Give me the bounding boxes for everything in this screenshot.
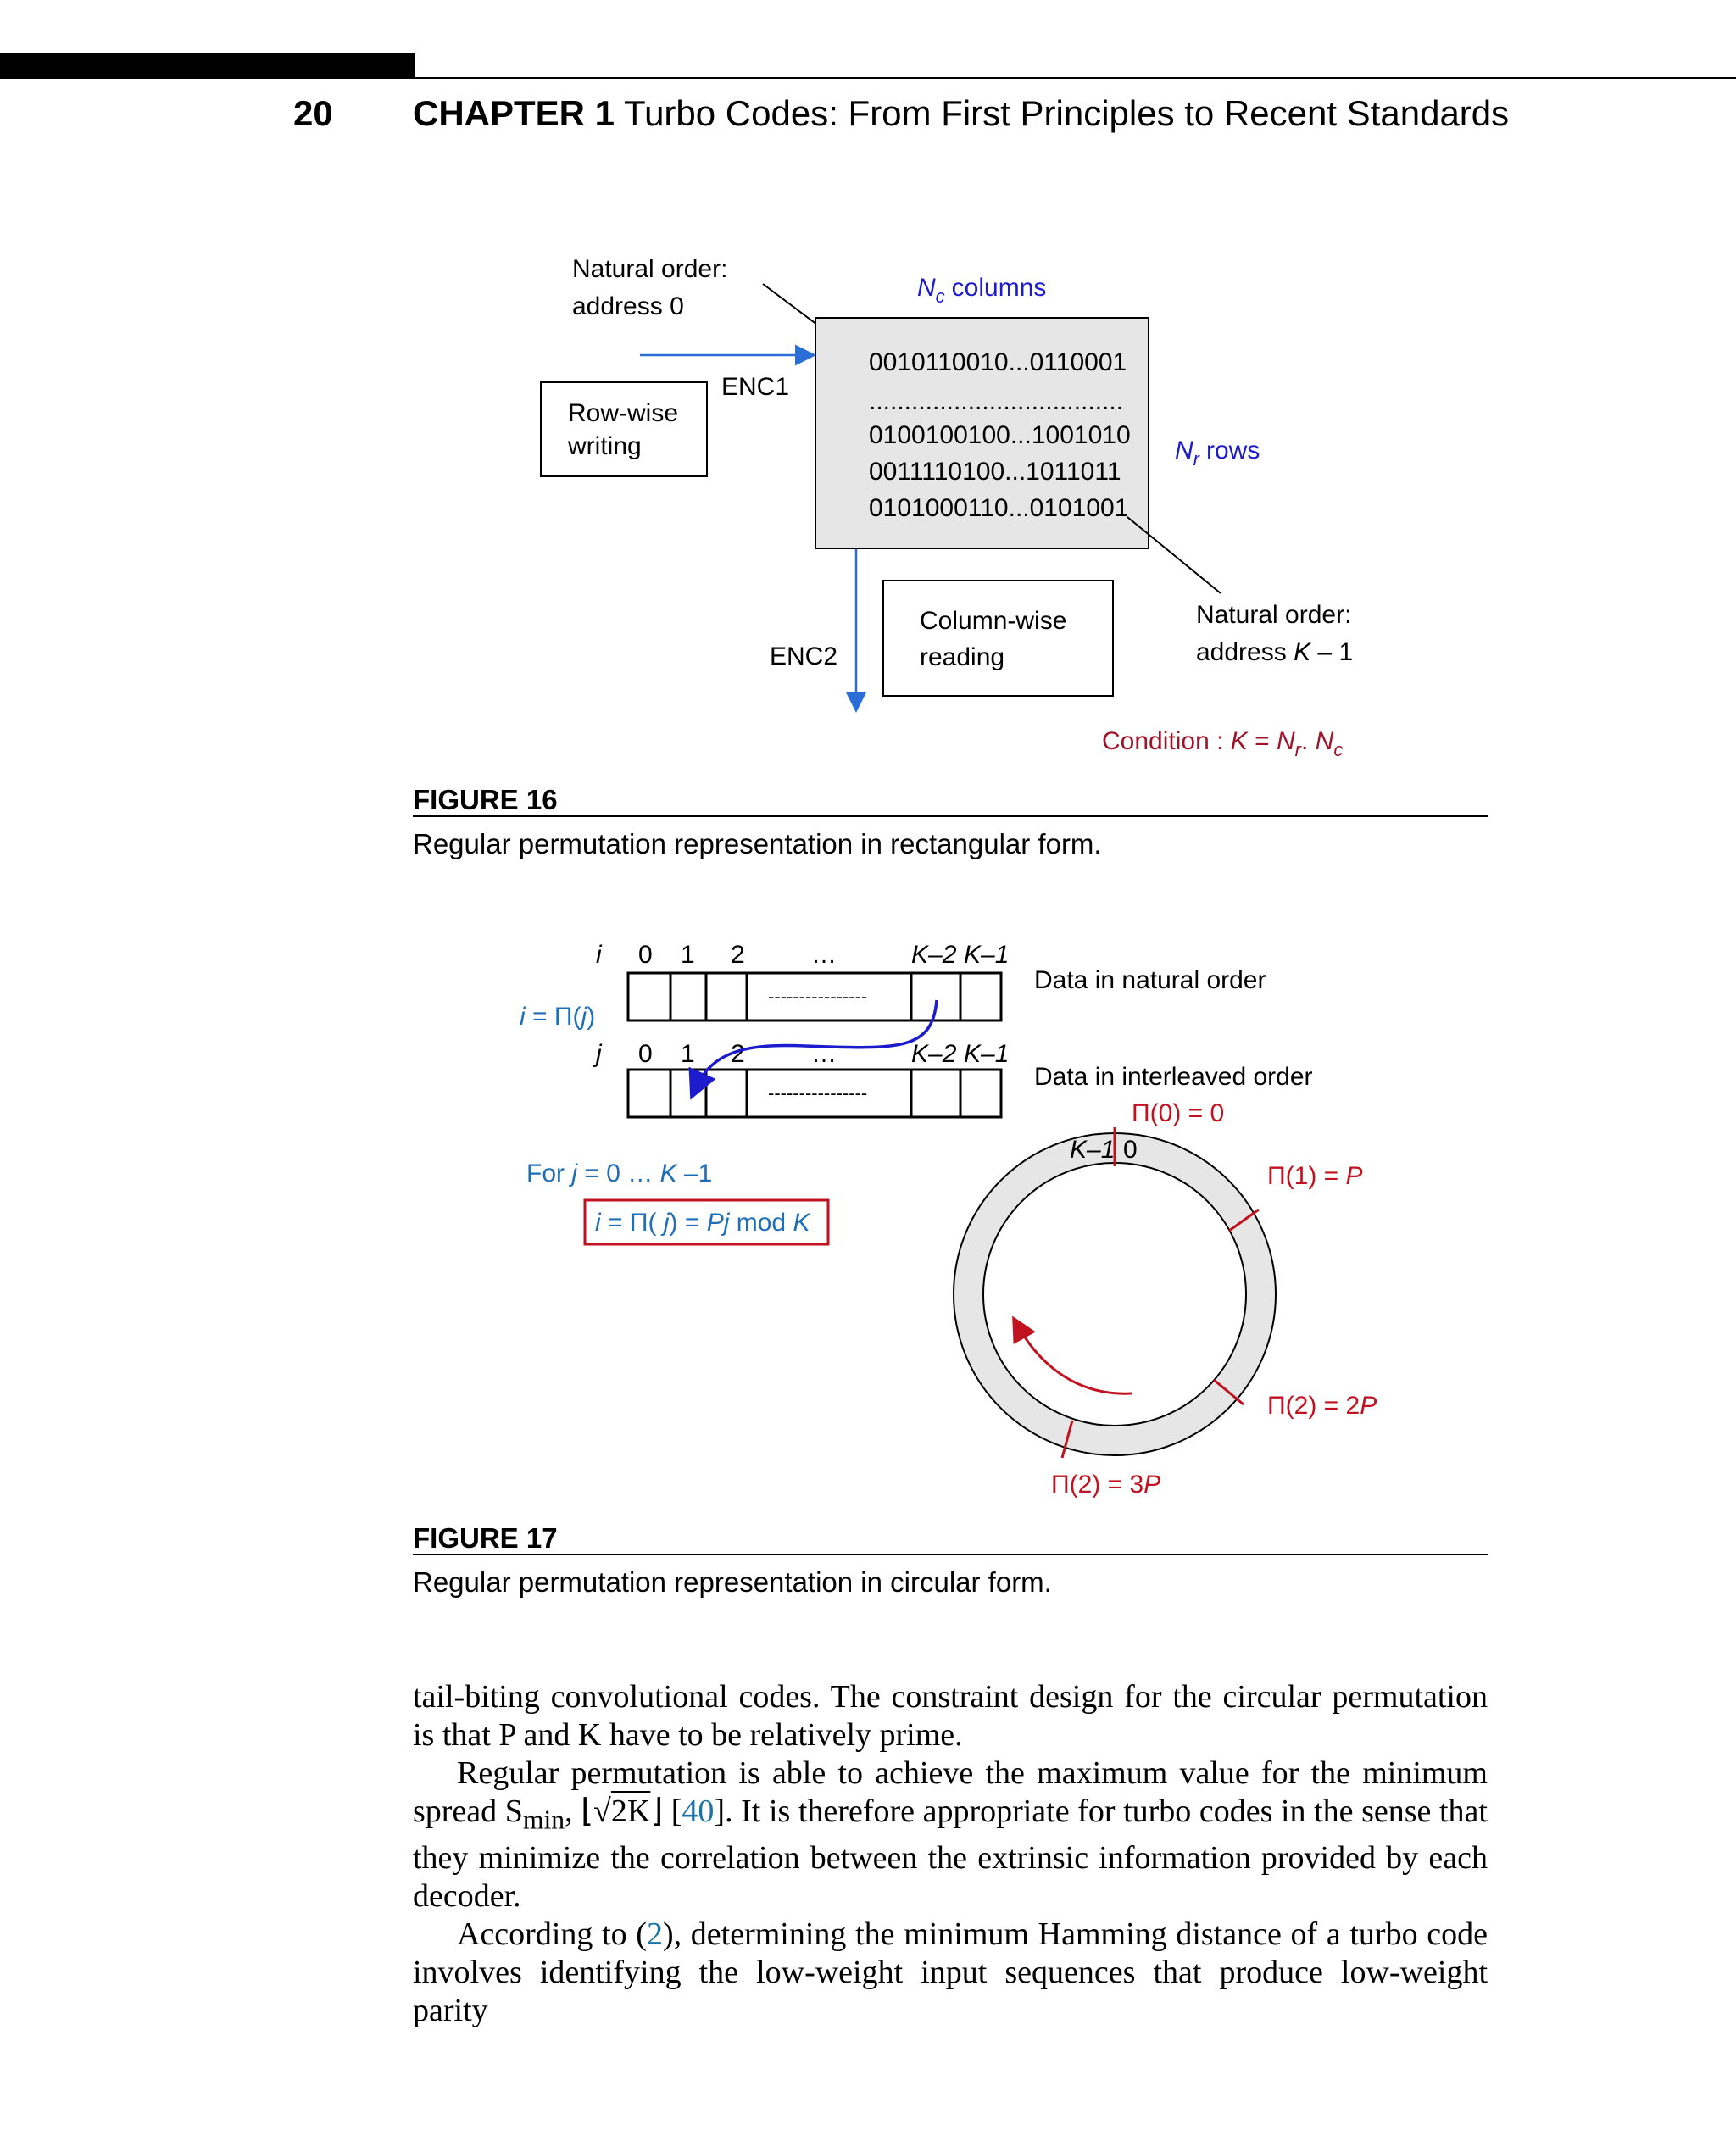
figure17-caption: Regular permutation representation in circular form. [413, 1566, 1052, 1598]
matrix-row-5: 0101000110...0101001 [869, 494, 1129, 522]
matrix-row-1: 0010110010...0110001 [869, 348, 1127, 376]
body-text [413, 1678, 1488, 2030]
permutation-ring [969, 1148, 1261, 1441]
nr-rows-label: $N_r$ rows [1175, 437, 1260, 470]
column-wise-line1: Column-wise [920, 607, 1067, 635]
top-index-2: 2 [731, 941, 745, 969]
column-wise-line2: reading [920, 643, 1005, 671]
matrix-row-4: 0011110100...1011011 [869, 458, 1121, 486]
natural-order-text: Data in natural order [1034, 966, 1266, 994]
sqrt-argument: 2K [610, 1793, 651, 1829]
s-min-subscript: min [522, 1805, 565, 1835]
row-wise-line1: Row-wise [568, 399, 679, 427]
row-wise-line2: writing [568, 432, 642, 460]
top-index-1: 1 [681, 941, 695, 969]
bottom-array-dashes: ---------------- [768, 1082, 868, 1104]
pi3-label: Π(2) = 3P [1051, 1471, 1161, 1499]
circle-k1-label: K–1 [1070, 1136, 1116, 1164]
interleaved-order-text: Data in interleaved order [1034, 1063, 1313, 1091]
paragraph-3 [413, 1916, 1488, 2030]
top-index-k2: K–2 [911, 941, 957, 969]
circle-zero-label: 0 [1123, 1136, 1138, 1164]
page-number: 20 [293, 93, 333, 133]
paragraph-1: tail-biting convolutional codes. The constraint design for the circular permutation is that P and K have to be relatively prime. [413, 1679, 1488, 1753]
nc-columns-label: $N_c$ columns [917, 274, 1047, 307]
bottom-index-k2: K–2 [911, 1040, 957, 1068]
figure16-label: FIGURE 16 [413, 784, 558, 815]
pi1-label: Π(1) = P [1267, 1162, 1363, 1190]
figure16-caption: Regular permutation representation in rectangular form. [413, 828, 1102, 859]
enc2-label: ENC2 [770, 642, 838, 670]
i-label: i [596, 941, 602, 969]
ring-inner-edge [983, 1163, 1246, 1426]
paragraph-2-part-b: , ⌊√ [565, 1793, 611, 1829]
chapter-label: CHAPTER 1 [413, 93, 615, 133]
bottom-index-0: 0 [638, 1040, 653, 1068]
chapter-title: Turbo Codes: From First Principles to Recent Standards [623, 93, 1510, 133]
pi0-label: Π(0) = 0 [1132, 1099, 1225, 1127]
condition-label: Condition : $K = N_r$. $N_c$ [1102, 727, 1344, 760]
top-index-k1: K–1 [964, 941, 1010, 969]
bottom-index-k1: K–1 [964, 1040, 1010, 1068]
figure17-rule [413, 1554, 1488, 1555]
bottom-index-2: 2 [731, 1040, 745, 1068]
natural-order-bottom-line1: Natural order: [1196, 601, 1352, 629]
paragraph-2-part-c: ⌋ [ [650, 1793, 682, 1829]
natural-order-top-line2: address 0 [572, 292, 684, 320]
paragraph-3-part-a: According to ( [457, 1916, 647, 1952]
reference-link-40[interactable]: 40 [682, 1793, 715, 1829]
pi2-label: Π(2) = 2P [1267, 1392, 1377, 1420]
matrix-row-3: 0100100100...1001010 [869, 421, 1131, 449]
paragraph-2-part-a: Regular permutation is able to achieve the maximum value for the minimum spread S [413, 1755, 1488, 1829]
equation-link-2[interactable]: 2 [646, 1916, 663, 1952]
top-index-ellipsis: … [811, 941, 837, 969]
natural-order-top-line1: Natural order: [572, 255, 728, 283]
figure17-label: FIGURE 17 [413, 1522, 558, 1554]
natural-order-bottom-line2: address K – 1 [1196, 638, 1354, 666]
paragraph-3-part-b: ), determining the minimum Hamming distance of a turbo code involves identifying the low-weight input sequences that produce low-weight parity [413, 1916, 1488, 2028]
permutation-label: i = Π(j) [520, 1003, 596, 1031]
bottom-index-ellipsis: … [811, 1040, 837, 1068]
top-index-0: 0 [638, 941, 653, 969]
paragraph-2 [413, 1755, 1488, 1916]
top-array-dashes: ---------------- [768, 986, 868, 1007]
paragraph-2-part-d: ]. It is therefore appropriate for turbo codes in the sense that they minimize the correlation between the extrinsic information provided by each decoder. [413, 1793, 1488, 1914]
bottom-index-1: 1 [681, 1040, 695, 1068]
for-j-label: For j = 0 … K –1 [526, 1159, 713, 1187]
formula-text: i = Π( j) = Pj mod K [595, 1209, 810, 1237]
rotation-arrow [1017, 1325, 1132, 1393]
enc1-label: ENC1 [721, 373, 790, 401]
j-label: j [596, 1040, 602, 1068]
matrix-row-2: .................................... [869, 387, 1124, 415]
